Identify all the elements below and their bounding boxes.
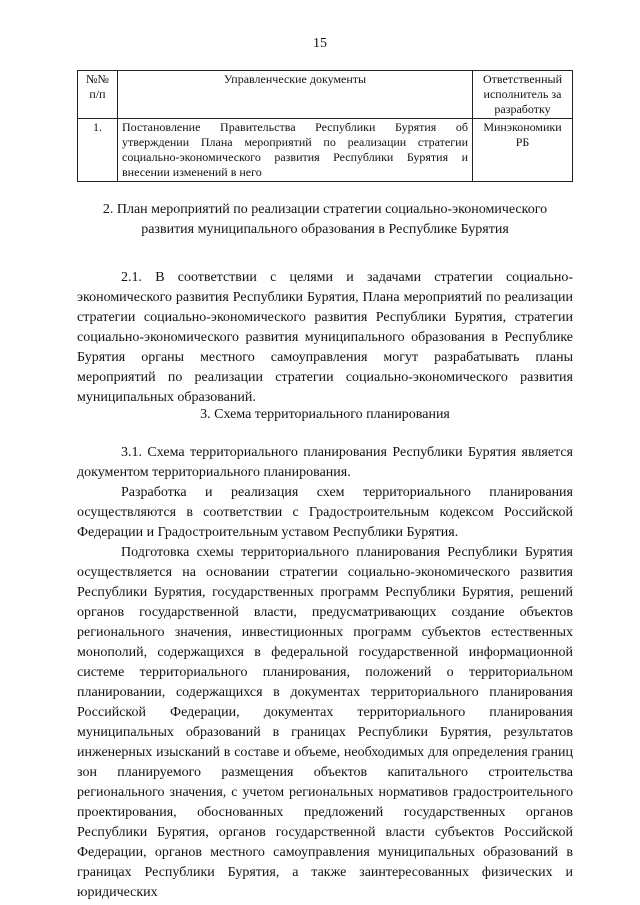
header-documents: Управленческие документы bbox=[118, 71, 473, 119]
section-3-heading: 3. Схема территориального планирования bbox=[200, 407, 450, 422]
section-3-paragraph-1: 3.1. Схема территориального планирования Республики Бурятия является документом территориального планирования. bbox=[77, 445, 573, 480]
row-document: Постановление Правительства Республики Бурятия об утверждении Плана мероприятий по реализации стратегии социально-экономического развития Республики Бурятия и внесении изменений в него bbox=[118, 119, 473, 182]
section-3-paragraph-2: Разработка и реализация схем территориального планирования осуществляются в соответствии с Градостроительным кодексом Российской Федерации и Градостроительным уставом Республики Бурятия. bbox=[77, 485, 573, 540]
section-2-paragraph-1: 2.1. В соответствии с целями и задачами стратегии социально-экономического развития Республики Бурятия, Плана мероприятий по реализации стратегии социально-экономического развития Республики Бурятия, стратегии социально-экономического развития муниципального образования в Республике Бурятия органы местного самоуправления могут разрабатывать планы мероприятий по реализации стратегии социально-экономического развития муниципальных образований. bbox=[77, 270, 573, 405]
row-number: 1. bbox=[78, 119, 118, 182]
section-2-heading: 2. План мероприятий по реализации стратегии социально-экономического развития муниципального образования в Республике Бурятия bbox=[102, 202, 548, 237]
header-number: №№ п/п bbox=[78, 71, 118, 119]
header-responsible: Ответственный исполнитель за разработку bbox=[473, 71, 573, 119]
row-responsible: Минэкономики РБ bbox=[473, 119, 573, 182]
section-3-paragraph-3: Подготовка схемы территориального планирования Республики Бурятия осуществляется на основании стратегии социально-экономического развития Республики Бурятия, государственных программ Республики Бурятия, решений органов государственной власти, предусматривающих создание объектов регионального значения, инвестиционных программ субъектов естественных монополий, содержащихся в федеральной государственной информационной системе территориального планирования, положений о территориальном планировании, содержащихся в документах территориального планирования Российской Федерации, документах территориального планирования муниципальных образований в границах Республики Бурятия, результатов инженерных изысканий в составе и объеме, необходимых для определения границ зон планируемого размещения объектов капитального строительства регионального значения, с учетом региональных нормативов градостроительного проектирования, обоснованных предложений государственных органов Республики Бурятия, органов государственной власти субъектов Российской Федерации, органов местного самоуправления муниципальных образований в границах Республики Бурятия, а также заинтересованных физических и юридических bbox=[77, 545, 573, 900]
management-documents-table bbox=[77, 70, 573, 182]
table-row bbox=[78, 119, 573, 182]
page-number: 15 bbox=[313, 36, 327, 51]
table-header-row bbox=[78, 71, 573, 119]
